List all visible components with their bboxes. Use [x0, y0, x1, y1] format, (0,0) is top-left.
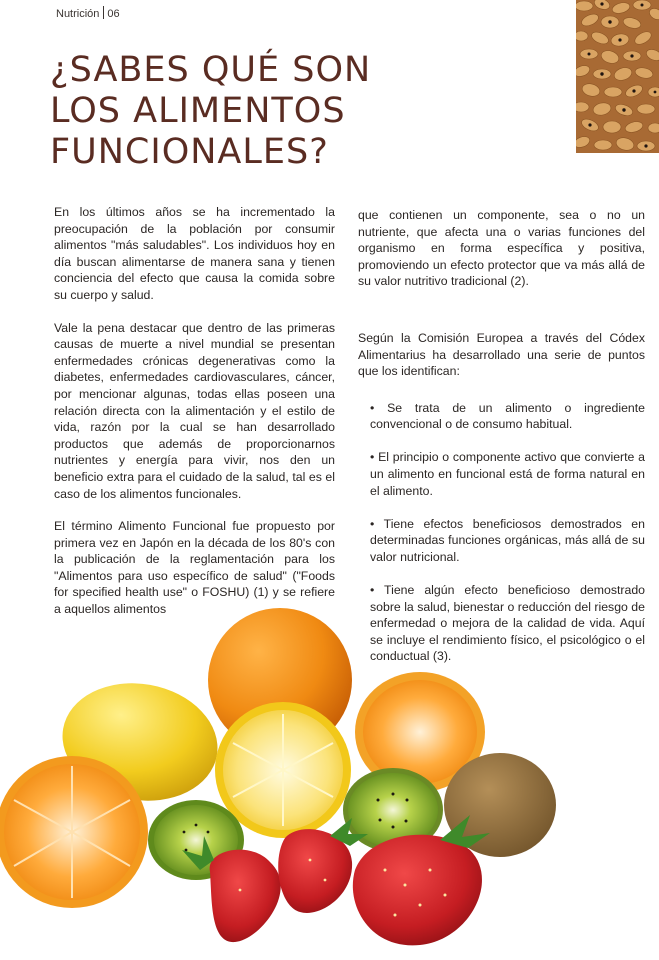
paragraph-continuation: que contienen un componente, sea o no un nutriente, que afecta una o varias funciones del organismo en forma específica y positiva, promoviendo un efecto protector que va más allá de su valor nutritivo tradicional (2).: [358, 208, 645, 289]
fruit-photo: [0, 600, 580, 960]
page-number: 06: [107, 8, 120, 20]
paragraph-causes: Vale la pena destacar que dentro de las primeras causas de muerte a nivel mundial se presentan enfermedades crónicas degenerativas como la diabetes, enfermedades cardiovasculares, cáncer, por mencionar algunas, todas ellas poseen una relación directa con la alimentación y el estilo de vida, razón por la cual se han desarrollado productos que además de proporcionarnos nutrientes y energía para vivir, nos den un beneficio extra para el cuidado de la salud, tal es el caso de los alimentos funcionales.: [54, 320, 335, 501]
header-divider: [103, 6, 104, 19]
title-line-1: ¿SABES QUÉ SON: [50, 50, 372, 90]
beans-photo: [576, 0, 659, 153]
title-line-2: LOS ALIMENTOS: [50, 91, 346, 131]
bullet-item: • Se trata de un alimento o ingrediente convencional o de consumo habitual.: [370, 400, 645, 432]
title-line-3: FUNCIONALES?: [50, 132, 329, 172]
paragraph-codex-intro: Según la Comisión Europea a través del Códex Alimentarius ha desarrollado una serie de puntos que los identifican:: [358, 330, 645, 379]
section-label: Nutrición: [56, 8, 100, 20]
article-title: [50, 50, 550, 173]
paragraph-intro: En los últimos años se ha incrementado la preocupación de la población por consumir alimentos "más saludables". Los individuos hoy en día buscan alimentarse de manera sana y tienen conciencia del efecto que causa la comida sobre su cuerpo y salud.: [54, 205, 335, 302]
bullet-item: • Tiene efectos beneficiosos demostrados en determinadas funciones orgánicas, más allá de su valor nutricional.: [370, 516, 645, 564]
paragraph-definition: El término Alimento Funcional fue propuesto por primera vez en Japón en la década de los 80's con la publicación de la reglamentación para los "Alimentos para uso específico de salud" ("Foods for specified health use" o FOSHU) (1) y se refiere a aquellos alimentos: [54, 519, 335, 617]
bullet-item: • Tiene algún efecto beneficioso demostrado sobre la salud, bienestar o reducción del riesgo de enfermedad o mejora de la calidad de vida. Aquí se incluye el rendimiento físico, el psicológico o el conductual (3).: [370, 583, 645, 664]
page-header: [56, 6, 120, 20]
bullet-item: • El principio o componente activo que convierte a un alimento en funcional está de forma natural en el alimento.: [370, 450, 645, 498]
left-column: [54, 204, 335, 634]
